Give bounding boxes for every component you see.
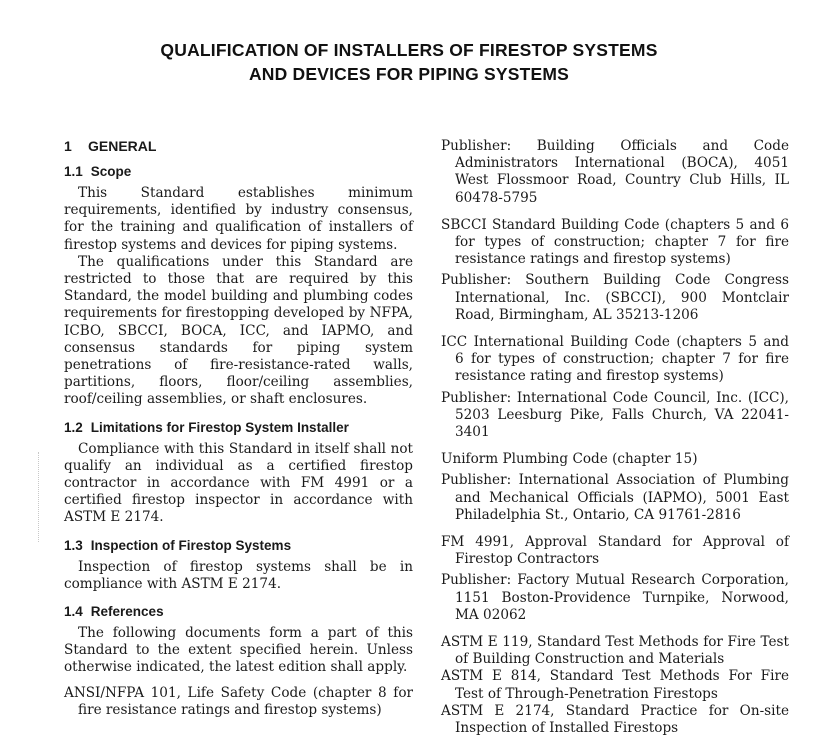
section-1-2-heading	[64, 419, 413, 436]
section-1-3-number: 1.3	[64, 537, 83, 553]
reference-entry: Publisher: International Association of Plumbing and Mechanical Officials (IAPMO), 5001 East Philadelphia St., Ontario, CA 91761-2816	[441, 472, 789, 523]
section-1-heading	[64, 138, 413, 155]
title-line-1: QUALIFICATION OF INSTALLERS OF FIRESTOP SYSTEMS	[160, 40, 658, 60]
document-title	[0, 38, 818, 86]
reference-entry: ASTM E 814, Standard Test Methods For Fire Test of Through-Penetration Firestops	[441, 668, 789, 702]
left-column	[64, 138, 413, 719]
reference-entry: Uniform Plumbing Code (chapter 15)	[441, 451, 698, 468]
section-1-number: 1	[64, 138, 72, 154]
reference-entry: ASTM E 119, Standard Test Methods for Fire Test of Building Construction and Materials	[441, 634, 789, 668]
references-paragraph: The following documents form a part of this Standard to the extent specified herein. Unless otherwise indicated, the latest edition shall apply.	[64, 625, 413, 676]
section-1-1-heading	[64, 163, 413, 180]
section-1-4-number: 1.4	[64, 604, 83, 620]
section-1-title: GENERAL	[88, 138, 157, 154]
section-1-4-title: References	[90, 604, 164, 620]
reference-entry: Publisher: International Code Council, Inc. (ICC), 5203 Leesburg Pike, Falls Church, VA 22041-3401	[441, 389, 789, 441]
reference-entry: Publisher: Factory Mutual Research Corporation, 1151 Boston-Providence Turnpike, Norwood, MA 02062	[441, 572, 789, 623]
section-1-2-number: 1.2	[64, 419, 83, 435]
section-1-2-title: Limitations for Firestop System Installer	[90, 419, 349, 435]
reference-entry: Publisher: Building Officials and Code Administrators International (BOCA), 4051 West Flossmoor Road, Country Club Hills, IL 60478-5795	[441, 138, 789, 206]
title-line-2: AND DEVICES FOR PIPING SYSTEMS	[248, 64, 570, 84]
scope-paragraph-1: This Standard establishes minimum requirements, identified by industry consensus, for the training and qualification of installers of firestop systems and devices for piping systems.	[64, 185, 413, 253]
scope-paragraph-2: The qualifications under this Standard are restricted to those that are required by this Standard, the model building and plumbing codes requirements for firestopping developed by NFPA, ICBO, SBCCI, BOCA, ICC, and IAPMO, and consensus standards for piping system penetrations of fire-resistance-rated walls, partitions, floors, floor/ceiling assemblies, roof/ceiling assemblies, or shaft enclosures.	[64, 253, 413, 408]
inspection-paragraph: Inspection of firestop systems shall be in compliance with ASTM E 2174.	[64, 558, 413, 592]
reference-entry: SBCCI Standard Building Code (chapters 5 and 6 for types of construction; chapter 7 for fire resistance ratings and firestop systems)	[441, 216, 789, 268]
limitations-paragraph: Compliance with this Standard in itself shall not qualify an individual as a certified firestop contractor in accordance with FM 4991 or a certified firestop inspector in accordance with ASTM E 2174.	[64, 440, 413, 526]
reference-entry: Publisher: Southern Building Code Congress International, Inc. (SBCCI), 900 Montclair Road, Birmingham, AL 35213-1206	[441, 272, 789, 323]
reference-nfpa-101: ANSI/NFPA 101, Life Safety Code (chapter 8 for fire resistance ratings and firestop systems)	[64, 684, 413, 718]
reference-entry: ICC International Building Code (chapters 5 and 6 for types of construction; chapter 7 for fire resistance rating and firestop systems)	[441, 334, 789, 385]
section-1-4-heading	[64, 603, 413, 620]
section-1-3-title: Inspection of Firestop Systems	[90, 537, 292, 553]
margin-watermark	[38, 452, 47, 542]
section-1-1-number: 1.1	[64, 164, 83, 179]
right-column	[441, 138, 789, 737]
section-1-1-title: Scope	[90, 164, 132, 179]
reference-entry: FM 4991, Approval Standard for Approval of Firestop Contractors	[441, 534, 789, 568]
reference-entry: ASTM E 2174, Standard Practice for On-site Inspection of Installed Firestops	[441, 702, 789, 737]
section-1-3-heading	[64, 537, 413, 554]
